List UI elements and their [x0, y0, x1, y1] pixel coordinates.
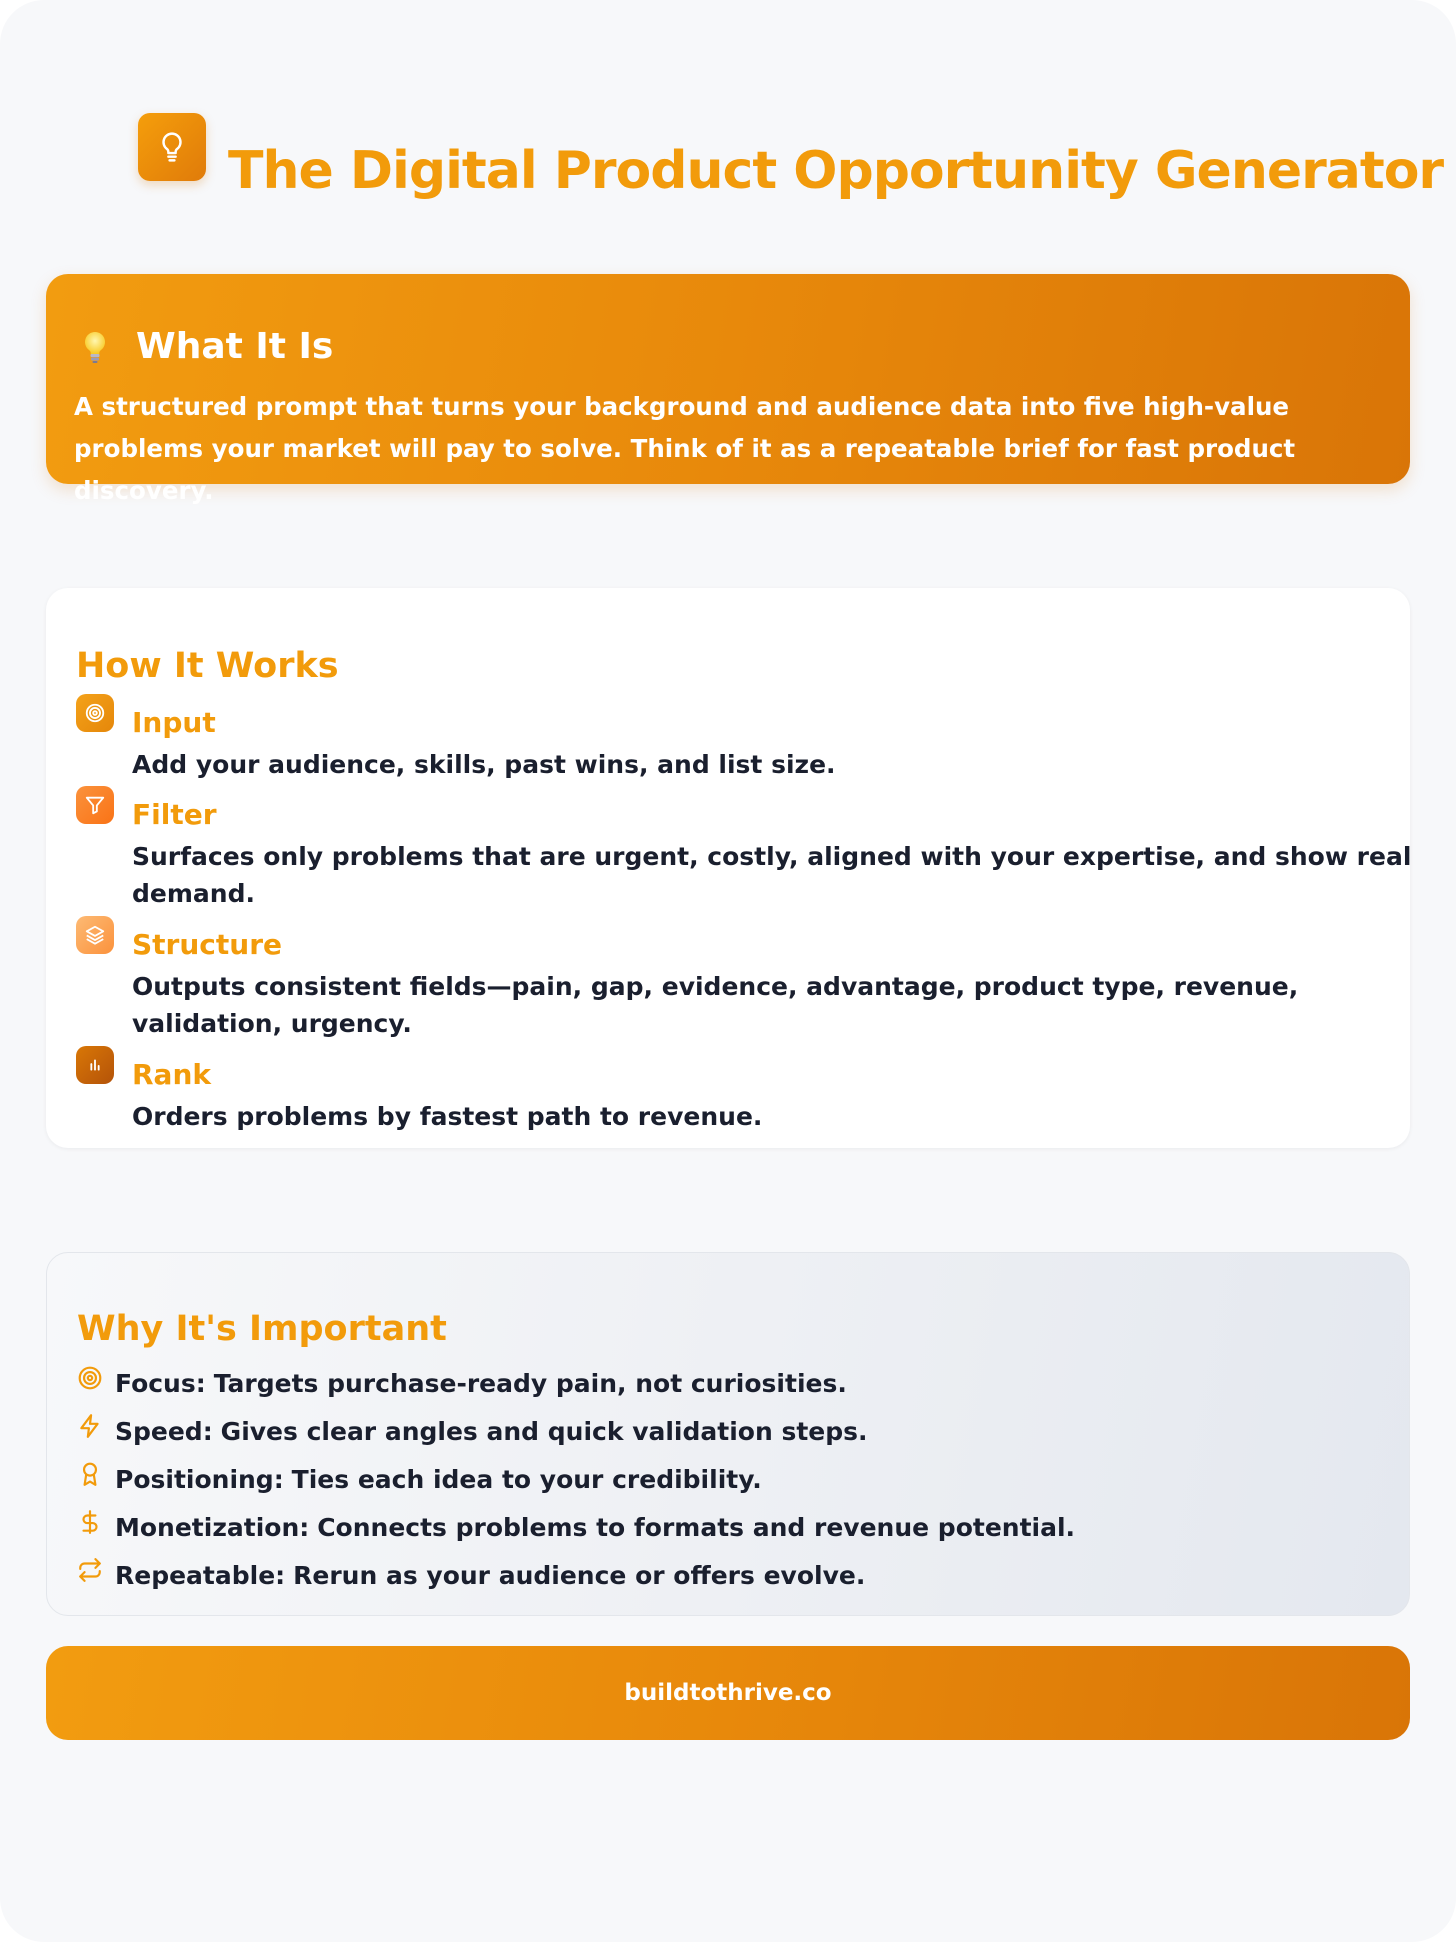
step-label: Filter: [132, 798, 217, 831]
step-description: Outputs consistent fields—pain, gap, evidence, advantage, product type, revenue, validation, urgency.: [132, 972, 1299, 1038]
what-it-is-body: A structured prompt that turns your background and audience data into five high-value problems your market will pay to solve. Think of it as a repeatable brief for fast product discovery.: [74, 392, 1296, 505]
benefit-description: Rerun as your audience or offers evolve.: [293, 1561, 866, 1590]
award-ribbon-icon: [77, 1461, 103, 1487]
benefit-text: [115, 1465, 762, 1494]
benefit-focus: [77, 1365, 1377, 1405]
benefit-text: [115, 1417, 868, 1446]
benefit-text: [115, 1561, 865, 1590]
target-icon: [76, 694, 114, 732]
lightbulb-emoji-icon: [82, 330, 108, 364]
lightning-icon: [77, 1413, 103, 1439]
benefit-term: Positioning:: [115, 1465, 284, 1494]
how-it-works-card: [46, 588, 1410, 1148]
layers-icon: [76, 916, 114, 954]
benefit-text: [115, 1513, 1075, 1542]
step-description: Orders problems by fastest path to revenue.: [132, 1102, 763, 1131]
repeat-arrows-icon: [77, 1557, 103, 1583]
benefit-description: Ties each idea to your credibility.: [291, 1465, 762, 1494]
benefit-term: Monetization:: [115, 1513, 310, 1542]
funnel-icon: [76, 786, 114, 824]
why-important-title: Why It's Important: [77, 1309, 447, 1349]
step-label: Input: [132, 706, 216, 739]
benefit-description: Gives clear angles and quick validation steps.: [220, 1417, 868, 1446]
dollar-icon: [77, 1509, 103, 1535]
footer-website-link[interactable]: buildtothrive.co: [624, 1680, 832, 1706]
benefit-term: Repeatable:: [115, 1561, 286, 1590]
what-it-is-title: What It Is: [136, 326, 334, 367]
benefit-description: Connects problems to formats and revenue potential.: [317, 1513, 1076, 1542]
what-it-is-card: [46, 274, 1410, 505]
target-icon: [77, 1365, 103, 1391]
step-description: Surfaces only problems that are urgent, costly, aligned with your expertise, and show real demand.: [132, 842, 1412, 908]
lightbulb-icon: [138, 113, 206, 181]
header: [0, 113, 1456, 223]
benefit-text: [115, 1369, 847, 1398]
benefit-positioning: [77, 1461, 1377, 1501]
step-label: Rank: [132, 1058, 212, 1091]
why-important-card: [46, 1252, 1410, 1616]
how-it-works-title: How It Works: [76, 646, 339, 686]
benefit-speed: [77, 1413, 1377, 1453]
benefit-description: Targets purchase-ready pain, not curiosities.: [213, 1369, 847, 1398]
what-it-is-heading: [82, 326, 333, 367]
benefit-term: Speed:: [115, 1417, 213, 1446]
footer-banner: [46, 1646, 1410, 1740]
benefit-term: Focus:: [115, 1369, 206, 1398]
page-title: The Digital Product Opportunity Generator: [228, 141, 1444, 201]
benefit-monetization: [77, 1509, 1377, 1549]
step-label: Structure: [132, 928, 283, 961]
bar-chart-icon: [76, 1046, 114, 1084]
step-description: Add your audience, skills, past wins, and list size.: [132, 750, 836, 779]
benefit-repeatable: [77, 1557, 1377, 1597]
